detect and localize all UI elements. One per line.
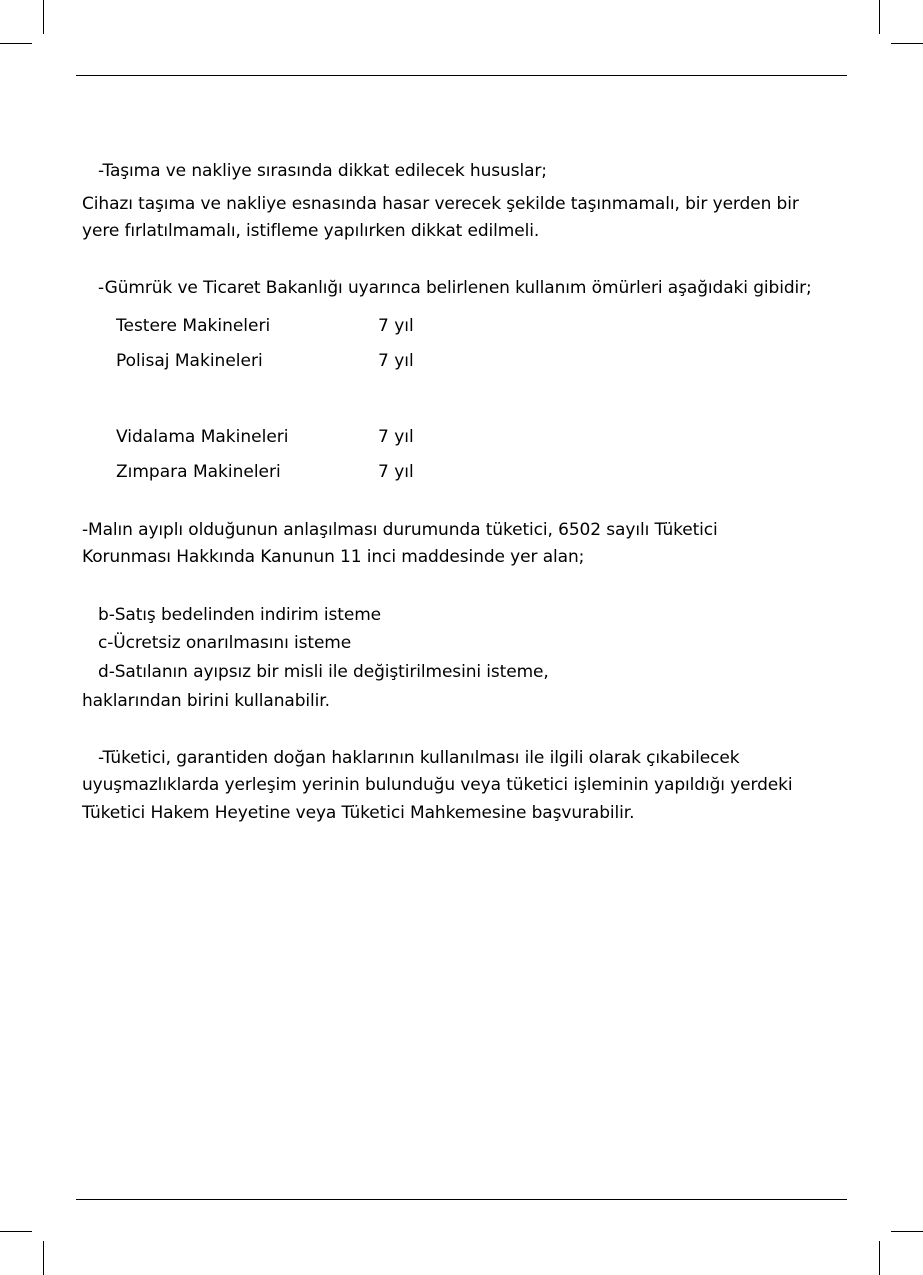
dispute-line-3: Tüketici Hakem Heyetine veya Tüketici Mahkemesine başvurabilir.	[82, 803, 635, 823]
transport-body-line-1: Cihazı taşıma ve nakliye esnasında hasar verecek şekilde taşınmamalı, bir yerden bir	[82, 194, 799, 214]
lifetime-row-value: 7 yıl	[378, 462, 414, 482]
defect-line-1: -Malın ayıplı olduğunun anlaşılması durumunda tüketici, 6502 sayılı Tüketici	[82, 520, 718, 540]
dispute-line-2: uyuşmazlıklarda yerleşim yerinin bulunduğu veya tüketici işleminin yapıldığı yerdeki	[82, 775, 793, 795]
crop-mark-bottom-left-horizontal	[0, 1231, 32, 1232]
defect-option: b-Satış bedelinden indirim isteme	[98, 605, 382, 625]
transport-heading: -Taşıma ve nakliye sırasında dikkat edilecek hususlar;	[98, 161, 547, 181]
lifetime-row-value: 7 yıl	[378, 316, 414, 336]
header-rule	[76, 75, 847, 76]
crop-mark-bottom-right-horizontal	[891, 1231, 923, 1232]
lifetime-row-name: Polisaj Makineleri	[116, 351, 263, 371]
crop-mark-bottom-left-vertical	[43, 1241, 44, 1275]
defect-closing: haklarından birini kullanabilir.	[82, 691, 330, 711]
lifetime-row-name: Vidalama Makineleri	[116, 427, 289, 447]
defect-line-2: Korunması Hakkında Kanunun 11 inci maddesinde yer alan;	[82, 547, 585, 567]
lifetime-heading: -Gümrük ve Ticaret Bakanlığı uyarınca belirlenen kullanım ömürleri aşağıdaki gibidir;	[98, 278, 812, 298]
crop-mark-top-right-horizontal	[891, 43, 923, 44]
footer-rule	[76, 1199, 847, 1200]
transport-body-line-2: yere fırlatılmamalı, istifleme yapılırken dikkat edilmeli.	[82, 221, 540, 241]
lifetime-row-name: Testere Makineleri	[116, 316, 271, 336]
crop-mark-top-right-vertical	[879, 0, 880, 34]
crop-mark-top-left-vertical	[43, 0, 44, 34]
lifetime-row-name: Zımpara Makineleri	[116, 462, 281, 482]
lifetime-row-value: 7 yıl	[378, 427, 414, 447]
lifetime-row-value: 7 yıl	[378, 351, 414, 371]
dispute-line-1: -Tüketici, garantiden doğan haklarının kullanılması ile ilgili olarak çıkabilecek	[98, 748, 740, 768]
crop-mark-bottom-right-vertical	[879, 1241, 880, 1275]
defect-option: c-Ücretsiz onarılmasını isteme	[98, 633, 352, 653]
crop-mark-top-left-horizontal	[0, 43, 32, 44]
defect-option: d-Satılanın ayıpsız bir misli ile değiştirilmesini isteme,	[98, 662, 549, 682]
